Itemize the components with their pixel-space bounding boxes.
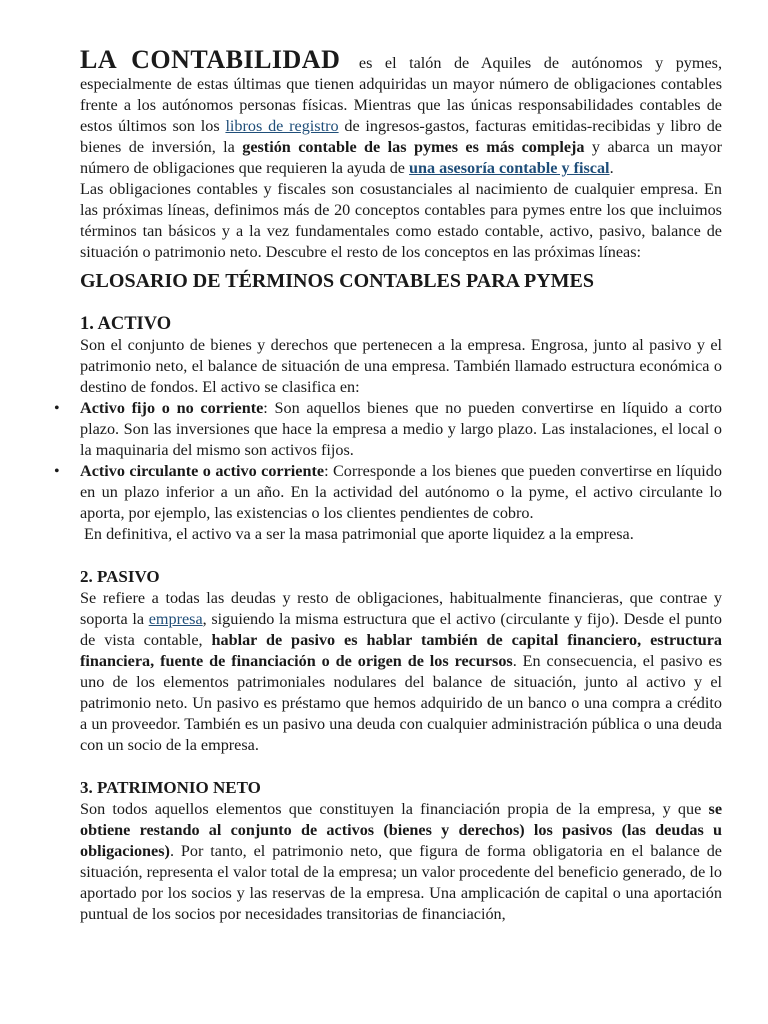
list-item — [54, 398, 722, 461]
pasivo-bold-phrase: hablar de pasivo es hablar también de capital financiero, estructura financiera, fuente de financiación o de origen de los recursos — [80, 631, 722, 670]
pasivo-paragraph — [80, 588, 722, 756]
patrimonio-text-1: Son todos aquellos elementos que constituyen la financiación propia de la empresa, y que — [80, 800, 709, 818]
glossary-title: GLOSARIO DE TÉRMINOS CONTABLES PARA PYMES — [80, 270, 594, 292]
asesoria-contable-link[interactable]: una asesoría contable y fiscal — [409, 159, 610, 177]
intro-text-4: . — [609, 159, 614, 177]
section-heading-pasivo: 2. PASIVO — [80, 567, 160, 586]
pasivo-text-2: , siguiendo la misma estructura que el activo (circulante y fijo). Desde el punto de vista contable, — [80, 610, 722, 649]
intro-bold-phrase: gestión contable de las pymes es más compleja — [242, 138, 585, 156]
intro-paragraph-2: Las obligaciones contables y fiscales son cosustanciales al nacimiento de cualquier empresa. En las próximas líneas, definimos más de 20 conceptos contables para pymes entre los que incluimos términos tan básicos y a la vez fundamentales como estado contable, activo, pasivo, balance de situación o patrimonio neto. Descubre el resto de los conceptos en las próximas líneas: — [80, 180, 722, 261]
intro-text-1: es el talón de Aquiles de autónomos y pymes, especialmente de estas últimas que tienen adquiridas un mayor número de obligaciones contables frente a los autónomos personas físicas. Mientras que las únicas responsabilidades contables de estos últimos son los — [80, 54, 723, 135]
intro-paragraph — [80, 46, 722, 179]
activo-paragraph: Son el conjunto de bienes y derechos que pertenecen a la empresa. Engrosa, junto al pasivo y el patrimonio neto, el balance de situación de una empresa. También llamado estructura económica o destino de fondos. El activo se clasifica en: — [80, 336, 722, 396]
list-item-term: Activo circulante o activo corriente — [80, 462, 325, 480]
document-title: LA CONTABILIDAD — [80, 45, 341, 74]
intro-text-3: y abarca un mayor número de obligaciones que requieren la ayuda de — [80, 138, 723, 177]
list-item — [54, 461, 722, 524]
patrimonio-paragraph — [80, 799, 722, 925]
pasivo-text-3: . En consecuencia, el pasivo es uno de los elementos patrimoniales nodulares del balance de situación, junto al activo y el patrimonio neto. Un pasivo es préstamo que hemos adquirido de un banco o una compra a crédito a un proveedor. También es un pasivo una deuda con cualquier administración pública o una deuda con un socio de la empresa. — [80, 652, 722, 754]
activo-closing: En definitiva, el activo va a ser la masa patrimonial que aporte liquidez a la empresa. — [80, 525, 634, 543]
section-heading-patrimonio-neto: 3. PATRIMONIO NETO — [80, 778, 261, 797]
list-item-text: : Corresponde a los bienes que pueden convertirse en líquido en un plazo inferior a un año. En la actividad del autónomo o la pyme, el activo circulante lo aporta, por ejemplo, las existencias o los clientes pendientes de cobro. — [80, 462, 722, 522]
bullet-icon: • — [54, 400, 60, 417]
bullet-icon: • — [54, 463, 60, 480]
libros-de-registro-link[interactable]: libros de registro — [225, 117, 339, 135]
pasivo-text-1: Se refiere a todas las deudas y resto de obligaciones, habitualmente financieras, que contrae y soporta la — [80, 589, 722, 628]
list-item-term: Activo fijo o no corriente — [80, 399, 264, 417]
section-heading-activo: 1. ACTIVO — [80, 314, 172, 334]
patrimonio-text-2: . Por tanto, el patrimonio neto, que figura de forma obligatoria en el balance de situación, representa el valor total de la empresa; un valor procedente del beneficio generado, de lo aportado por los socios y las reservas de la empresa. Una amplicación de capital o una aportación puntual de los socios por necesidades transitorias de financiación, — [80, 842, 722, 923]
list-item-text: : Son aquellos bienes que no pueden convertirse en líquido a corto plazo. Son las inversiones que hace la empresa a medio y largo plazo. Las instalaciones, el local o la maquinaria del mismo son activos fijos. — [80, 399, 722, 459]
patrimonio-bold-phrase: se obtiene restando al conjunto de activos (bienes y derechos) los pasivos (las deudas u obligaciones) — [80, 800, 722, 860]
activo-list — [54, 398, 722, 524]
empresa-link[interactable]: empresa — [148, 610, 203, 628]
intro-text-2: de ingresos-gastos, facturas emitidas-recibidas y libro de bienes de inversión, la — [80, 117, 722, 156]
